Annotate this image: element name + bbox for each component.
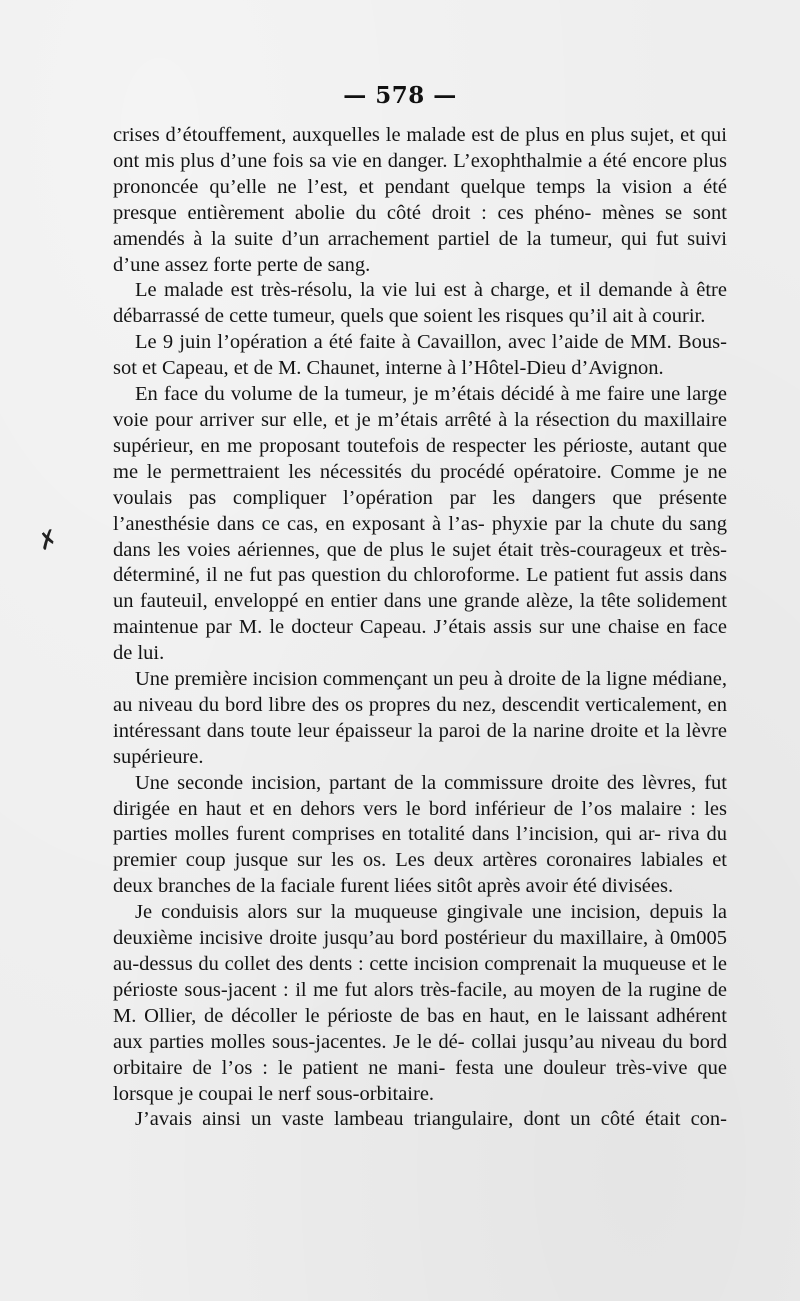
paragraph: Je conduisis alors sur la muqueuse gingivale une incision, depuis la deuxième incisive droite jusqu’au bord postérieur du maxillaire, à 0m005 au-dessus du collet des dents : cette incision comprenait la muqueuse et le périoste sous-jacent : il me fut alors très-facile, au moyen de la rugine de M. Ollier, de décoller le périoste de bas en haut, en le laissant adhérent aux parties molles sous-jacentes. Je le dé- collai jusqu’au niveau du bord orbitaire de l’os : le patient ne mani- festa une douleur très-vive que lorsque je coupai le nerf sous-orbitaire. [113,901,727,1105]
paragraph: crises d’étouffement, auxquelles le malade est de plus en plus sujet, et qui ont mis plus d’une fois sa vie en danger. L’exophthalmie a été encore plus prononcée qu’elle ne l’est, et pendant quelque temps la vision a été presque entièrement abolie du côté droit : ces phéno- mènes se sont amendés à la suite d’un arrachement partiel de la tumeur, qui fut suivi d’une assez forte perte de sang. [113,124,727,276]
page-number: — 578 — [343,82,457,109]
body-text [113,123,727,1133]
paragraph: Une première incision commençant un peu à droite de la ligne médiane, au niveau du bord libre des os propres du nez, descendit verticalement, en intéressant dans toute leur épaisseur la paroi de la narine droite et la lèvre supérieure. [113,668,727,768]
paragraph: Le malade est très-résolu, la vie lui est à charge, et il demande à être débarrassé de cette tumeur, quels que soient les risques qu’il ait à courir. [113,279,727,328]
paragraph: J’avais ainsi un vaste lambeau triangulaire, dont un côté était con- [135,1108,727,1131]
paragraph: Le 9 juin l’opération a été faite à Cavaillon, avec l’aide de MM. Bous- sot et Capeau, et de M. Chaunet, interne à l’Hôtel-Dieu d’Avignon. [113,331,727,380]
paragraph: En face du volume de la tumeur, je m’étais décidé à me faire une large voie pour arriver sur elle, et je m’étais arrêté à la résection du maxillaire supérieur, en me proposant toutefois de respecter les périoste, autant que me le permettraient les nécessités du procédé opératoire. Comme je ne voulais pas compliquer l’opération par les dangers que présente l’anesthésie dans ce cas, en exposant à l’as- phyxie par la chute du sang dans les voies aériennes, que de plus le sujet était très-courageux et très-déterminé, il ne fut pas question du chloroforme. Le patient fut assis dans un fauteuil, enveloppé en entier dans une grande alèze, la tête solidement maintenue par M. le docteur Capeau. J’étais assis sur une chaise en face de lui. [113,383,727,665]
margin-annotation-mark: ✗ [33,523,63,557]
paragraph: Une seconde incision, partant de la commissure droite des lèvres, fut dirigée en haut et en dehors vers le bord inférieur de l’os malaire : les parties molles furent comprises en totalité dans l’incision, qui ar- riva du premier coup jusque sur les os. Les deux artères coronaires labiales et deux branches de la faciale furent liées sitôt après avoir été divisées. [113,771,727,898]
